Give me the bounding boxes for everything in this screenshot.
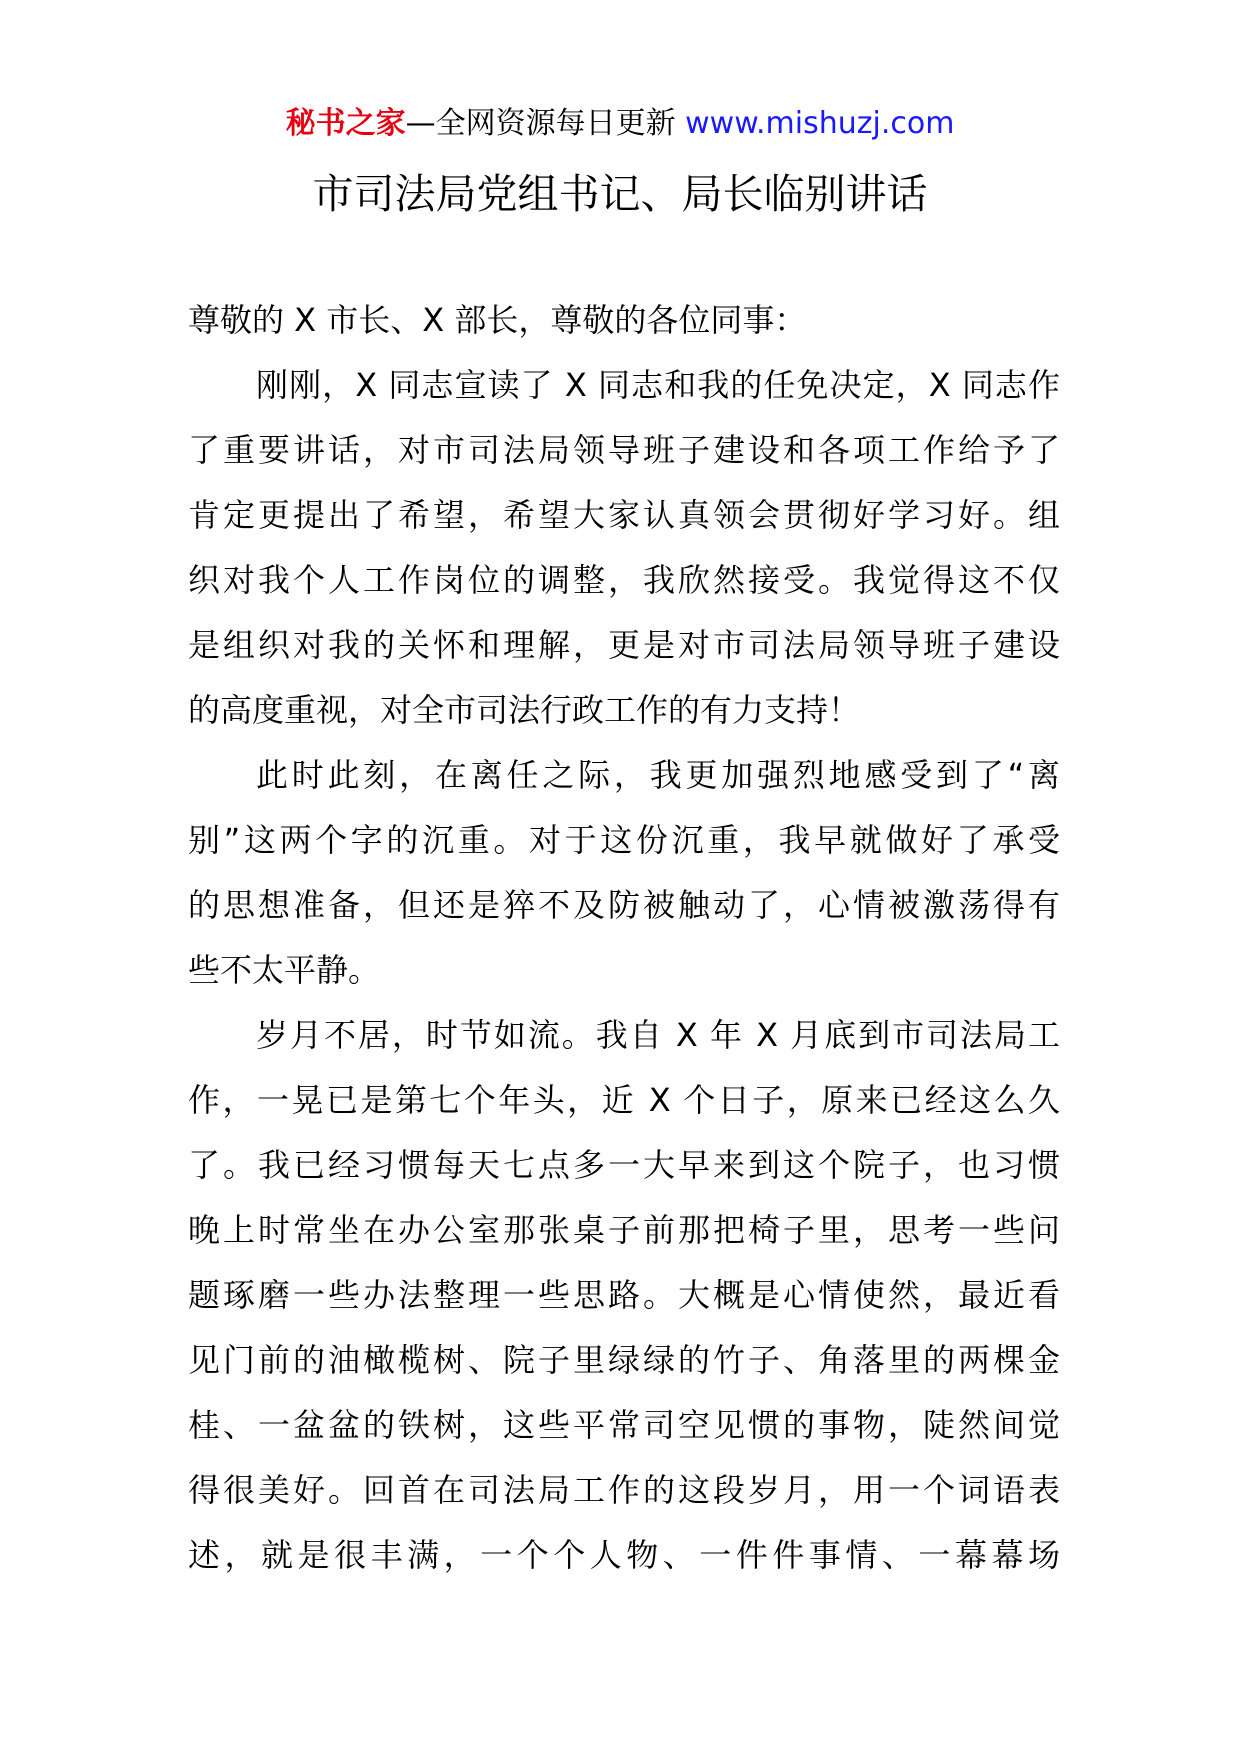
text-line: 得很美好。回首在司法局工作的这段岁月，用一个词语表	[188, 1471, 1060, 1509]
text-line: 织对我个人工作岗位的调整，我欣然接受。我觉得这不仅	[188, 561, 1060, 599]
text-line: 是组织对我的关怀和理解，更是对市司法局领导班子建设	[188, 626, 1060, 664]
document-body	[188, 288, 1060, 1588]
text-line: 的高度重视，对全市司法行政工作的有力支持！	[188, 691, 861, 729]
text-line: 尊敬的 X 市长、X 部长，尊敬的各位同事：	[188, 301, 807, 339]
text-line: 述，就是很丰满，一个个人物、一件件事情、一幕幕场	[188, 1536, 1060, 1574]
site-header	[0, 100, 1240, 148]
text-line: 些不太平静。	[188, 951, 381, 989]
site-url-link[interactable]: www.mishuzj.com	[685, 106, 955, 141]
text-line: 了重要讲话，对市司法局领导班子建设和各项工作给予了	[188, 431, 1060, 469]
text-line: 作，一晃已是第七个年头，近 X 个日子，原来已经这么久	[188, 1081, 1060, 1119]
text-line: 题琢磨一些办法整理一些思路。大概是心情使然，最近看	[188, 1276, 1060, 1314]
text-line: 晚上时常坐在办公室那张桌子前那把椅子里，思考一些问	[188, 1211, 1060, 1249]
text-line: 见门前的油橄榄树、院子里绿绿的竹子、角落里的两棵金	[188, 1341, 1060, 1379]
text-line: 了。我已经习惯每天七点多一大早来到这个院子，也习惯	[188, 1146, 1060, 1184]
text-line: 桂、一盆盆的铁树，这些平常司空见惯的事物，陡然间觉	[188, 1406, 1060, 1444]
text-line: 岁月不居，时节如流。我自 X 年 X 月底到市司法局工	[256, 1016, 1060, 1054]
text-line: 别”这两个字的沉重。对于这份沉重，我早就做好了承受	[188, 821, 1060, 859]
text-line: 刚刚，X 同志宣读了 X 同志和我的任免决定，X 同志作	[256, 366, 1060, 404]
text-line: 的思想准备，但还是猝不及防被触动了，心情被激荡得有	[188, 886, 1060, 924]
document-title: 市司法局党组书记、局长临别讲话	[312, 170, 928, 218]
brand-name: 秘书之家	[285, 106, 406, 141]
header-slogan: —全网资源每日更新	[405, 106, 676, 141]
text-line: 肯定更提出了希望，希望大家认真领会贯彻好学习好。组	[188, 496, 1060, 534]
text-line: 此时此刻，在离任之际，我更加强烈地感受到了“离	[256, 756, 1060, 794]
